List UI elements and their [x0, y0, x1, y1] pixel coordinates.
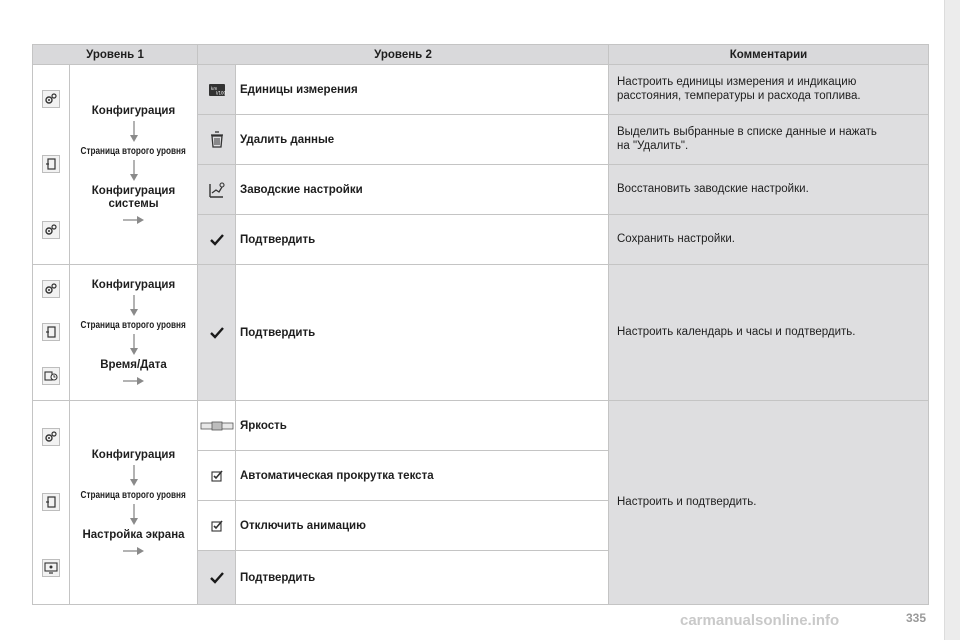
table-row: [33, 401, 929, 451]
factory-reset-icon: [208, 181, 226, 199]
level1-icons-cell: [33, 401, 70, 605]
level2-icon-cell: [198, 265, 236, 401]
comment-line: Сохранить настройки.: [617, 232, 735, 245]
units-icon: [208, 82, 226, 98]
level2-icon-cell: [198, 551, 236, 605]
comment-line: расстояния, температуры и расхода топлива.: [617, 89, 861, 102]
arrow-down-icon: [129, 160, 139, 182]
header-comments: Комментарии: [609, 45, 929, 65]
level1-flow-cell: [70, 65, 198, 265]
level1-target-line1: Конфигурация: [91, 184, 176, 197]
level2-label: Единицы измерения: [236, 65, 609, 115]
arrow-down-icon: [129, 334, 139, 356]
level2-label: Удалить данные: [236, 115, 609, 165]
page-number: 335: [906, 611, 927, 625]
arrow-right-icon: [123, 215, 145, 225]
comment-cell: [609, 265, 929, 401]
level2-label: Подтвердить: [236, 551, 609, 605]
header-level1: Уровень 1: [33, 45, 198, 65]
arrow-down-icon: [129, 121, 139, 143]
comment-line: Выделить выбранные в списке данные и нажать: [617, 126, 877, 138]
comment-line: на "Удалить".: [617, 139, 689, 152]
checkmark-icon: [210, 571, 224, 585]
table-row: [33, 65, 929, 115]
checkbox-icon: [211, 470, 223, 482]
level1-subtitle: Страница второго уровня: [80, 145, 187, 157]
level1-flow-cell: [70, 265, 198, 401]
arrow-down-icon: [129, 295, 139, 317]
level2-icon-cell: [198, 115, 236, 165]
settings-gears-icon: [42, 221, 60, 239]
comment-cell: [609, 215, 929, 265]
menu-page-icon: [42, 493, 60, 511]
level1-subtitle: Страница второго уровня: [80, 490, 187, 501]
table-header-row: [33, 45, 929, 65]
menu-table: [32, 44, 929, 605]
arrow-right-icon: [123, 546, 145, 556]
level2-label: Заводские настройки: [236, 165, 609, 215]
level2-icon-cell: [198, 215, 236, 265]
svg-text:l/100: l/100: [215, 90, 226, 95]
level2-icon-cell: [198, 451, 236, 501]
level1-subtitle: Страница второго уровня: [80, 320, 187, 331]
level1-title: Конфигурация: [91, 104, 176, 117]
level2-icon-cell: [198, 501, 236, 551]
level2-icon-cell: [198, 401, 236, 451]
checkmark-icon: [210, 233, 224, 247]
level1-title: Конфигурация: [91, 279, 176, 291]
checkmark-icon: [210, 326, 224, 340]
watermark-text: carmanualsonline.info: [680, 612, 840, 629]
level2-icon-cell: [198, 165, 236, 215]
checkbox-icon: [211, 520, 223, 532]
header-level2: Уровень 2: [198, 45, 609, 65]
table-row: [33, 265, 929, 401]
level2-label: Яркость: [236, 401, 609, 451]
level1-icons-cell: [33, 265, 70, 401]
arrow-right-icon: [123, 376, 145, 386]
comment-line: Настроить календарь и часы и подтвердить.: [617, 325, 856, 338]
menu-page-icon: [42, 323, 60, 341]
level1-target-line1: Настройка экрана: [82, 529, 185, 541]
comment-line: Настроить и подтвердить.: [617, 495, 757, 508]
level1-flow-cell: [70, 401, 198, 605]
settings-gears-icon: [42, 428, 60, 446]
level2-label: Отключить анимацию: [236, 501, 609, 551]
svg-text:km: km: [210, 85, 217, 91]
arrow-down-icon: [129, 504, 139, 526]
level1-target-line2: системы: [108, 197, 159, 210]
comment-cell: [609, 65, 929, 115]
level2-label: Подтвердить: [236, 215, 609, 265]
comment-cell: [609, 401, 929, 605]
level1-title: Конфигурация: [91, 449, 176, 461]
level1-icons-cell: [33, 65, 70, 265]
level2-label: Подтвердить: [236, 265, 609, 401]
trash-icon: [209, 131, 225, 149]
comment-line: Настроить единицы измерения и индикацию: [617, 76, 857, 88]
comment-cell: [609, 165, 929, 215]
level2-label: Автоматическая прокрутка текста: [236, 451, 609, 501]
comment-line: Восстановить заводские настройки.: [617, 182, 809, 195]
page-side-strip: [944, 0, 960, 640]
menu-page-icon: [42, 155, 60, 173]
screen-settings-icon: [42, 559, 60, 577]
level1-target-line1: Время/Дата: [100, 359, 167, 371]
settings-gears-icon: [42, 280, 60, 298]
level2-icon-cell: [198, 65, 236, 115]
brightness-slider-icon: [200, 421, 234, 431]
clock-calendar-icon: [42, 367, 60, 385]
settings-gears-icon: [42, 90, 60, 108]
comment-cell: [609, 115, 929, 165]
arrow-down-icon: [129, 465, 139, 487]
